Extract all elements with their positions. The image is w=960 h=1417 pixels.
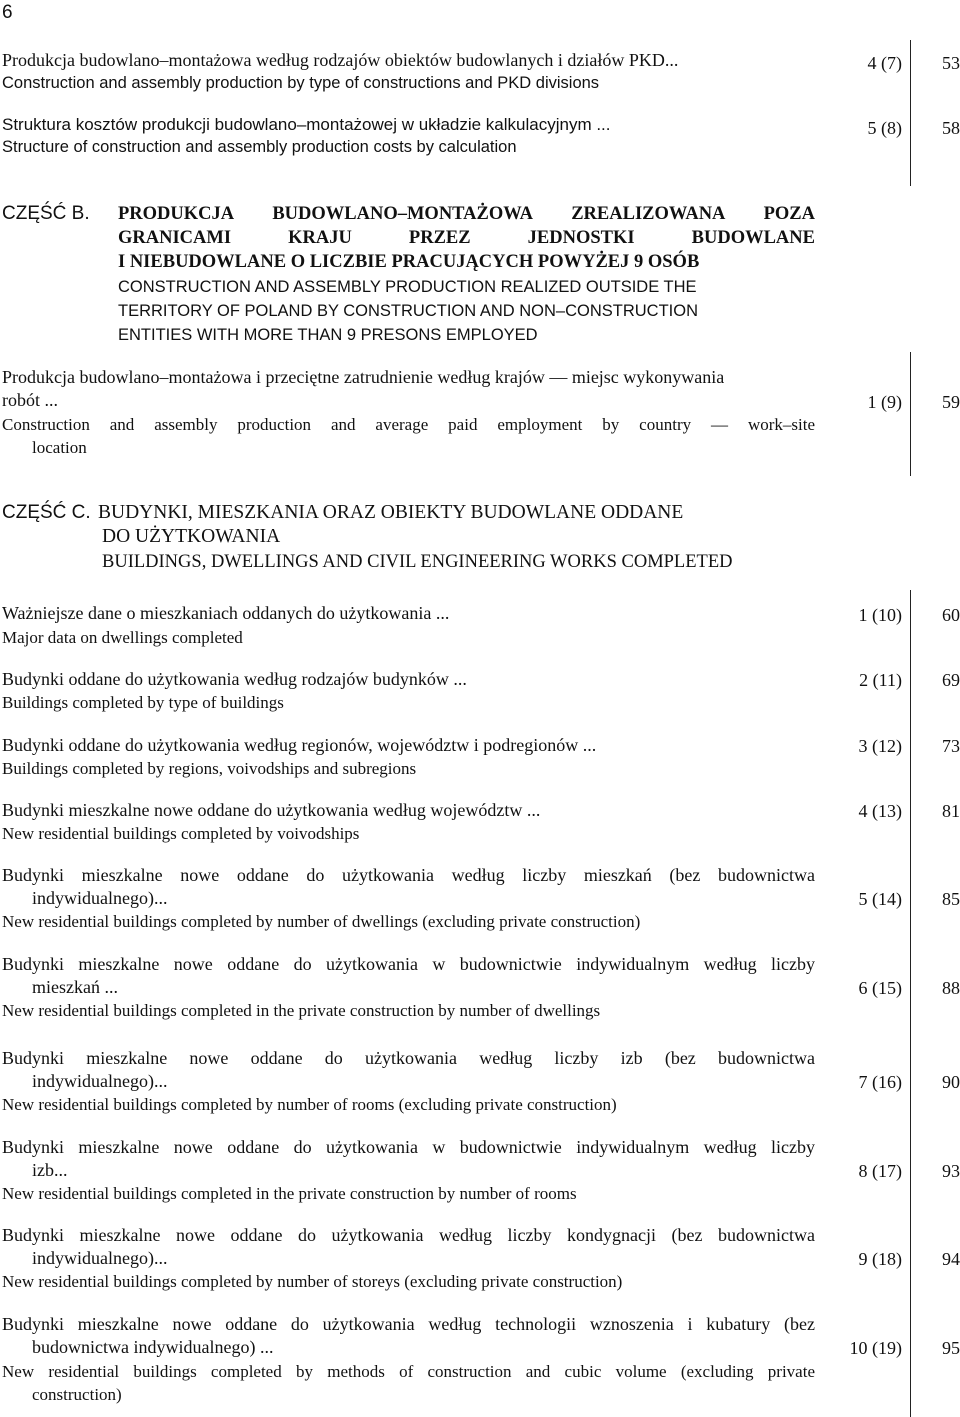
toc-table-number: 4 (13)	[858, 801, 902, 821]
part-title-pl: PRODUKCJA BUDOWLANO–MONTAŻOWA ZREALIZOWANA POZA	[118, 204, 815, 224]
part-title-en: CONSTRUCTION AND ASSEMBLY PRODUCTION REALIZED OUTSIDE THE	[118, 278, 697, 296]
toc-entry-title-en: New residential buildings completed in the private construction by number of dwellings	[2, 1001, 601, 1020]
part-label: CZĘŚĆ C.	[2, 502, 91, 523]
toc-page-number: 69	[942, 670, 960, 690]
part-title-pl: DO UŻYTKOWANIA	[102, 526, 281, 547]
toc-table-number: 3 (12)	[858, 736, 902, 756]
toc-page-number: 60	[942, 605, 960, 625]
page-number: 6	[2, 2, 13, 23]
toc-page-number: 59	[942, 392, 960, 412]
toc-entry-title-pl: Budynki mieszkalne nowe oddane do użytkowania według liczby izb (bez budownictwa	[2, 1048, 815, 1068]
toc-entry-title-pl: Budynki mieszkalne nowe oddane do użytkowania według liczby kondygnacji (bez budownictwa	[2, 1225, 815, 1245]
toc-entry-title-pl: Budynki mieszkalne nowe oddane do użytkowania według liczby mieszkań (bez budownictwa	[2, 865, 815, 885]
toc-table-number: 5 (8)	[867, 118, 902, 138]
toc-entry-title-en: Buildings completed by type of buildings	[2, 693, 284, 712]
toc-entry-title-pl: Budynki oddane do użytkowania według rodzajów budynków ...	[2, 669, 467, 689]
toc-entry-title-en: Structure of construction and assembly production costs by calculation	[2, 138, 517, 156]
toc-entry-title-pl: Budynki mieszkalne nowe oddane do użytkowania według technologii wznoszenia i kubatury (bez	[2, 1314, 815, 1334]
toc-table-number: 4 (7)	[867, 53, 902, 73]
column-divider	[910, 352, 911, 476]
part-title-pl: GRANICAMI KRAJU PRZEZ JEDNOSTKI BUDOWLANE	[118, 228, 815, 248]
toc-page-number: 81	[942, 801, 960, 821]
toc-page-number: 90	[942, 1072, 960, 1092]
toc-entry-title-pl: Budynki mieszkalne nowe oddane do użytkowania w budownictwie indywidualnym według liczby	[2, 954, 815, 974]
toc-entry-title-en: Buildings completed by regions, voivodships and subregions	[2, 759, 417, 778]
part-title-en: BUILDINGS, DWELLINGS AND CIVIL ENGINEERING WORKS COMPLETED	[102, 552, 733, 572]
toc-entry-title-pl: indywidualnego)...	[32, 888, 168, 908]
toc-table-number: 1 (10)	[858, 605, 902, 625]
part-title-en: ENTITIES WITH MORE THAN 9 PRESONS EMPLOYED	[118, 326, 538, 344]
toc-entry-title-en: Construction and assembly production by type of constructions and PKD divisions	[2, 74, 600, 92]
toc-table-number: 10 (19)	[849, 1338, 902, 1358]
toc-entry-title-pl: izb...	[32, 1160, 68, 1180]
toc-page-number: 88	[942, 978, 960, 998]
toc-entry-title-en: New residential buildings completed in the private construction by number of rooms	[2, 1184, 577, 1203]
toc-entry-title-pl: indywidualnego)...	[32, 1071, 168, 1091]
toc-page-number: 58	[942, 118, 960, 138]
toc-entry-title-pl: Budynki mieszkalne nowe oddane do użytkowania w budownictwie indywidualnym według liczby	[2, 1137, 815, 1157]
toc-table-number: 1 (9)	[867, 392, 902, 412]
column-divider	[910, 40, 911, 186]
toc-entry-title-en: New residential buildings completed by number of storeys (excluding private construction)	[2, 1272, 623, 1291]
toc-table-number: 5 (14)	[858, 889, 902, 909]
toc-page-number: 85	[942, 889, 960, 909]
toc-table-number: 2 (11)	[859, 670, 902, 690]
toc-entry-title-en: New residential buildings completed by methods of construction and cubic volume (excluding private	[2, 1362, 815, 1381]
part-label: CZĘŚĆ B.	[2, 203, 90, 224]
toc-table-number: 9 (18)	[858, 1249, 902, 1269]
toc-page-number: 53	[942, 53, 960, 73]
toc-entry-title-pl: robót ...	[2, 390, 58, 410]
toc-entry-title-pl: Budynki mieszkalne nowe oddane do użytkowania według województw ...	[2, 800, 541, 820]
toc-entry-title-pl: mieszkań ...	[32, 977, 118, 997]
toc-entry-title-en: construction)	[32, 1385, 122, 1404]
toc-entry-title-en: Major data on dwellings completed	[2, 628, 243, 647]
toc-table-number: 6 (15)	[858, 978, 902, 998]
part-title-pl: I NIEBUDOWLANE O LICZBIE PRACUJĄCYCH POWYŻEJ 9 OSÓB	[118, 252, 700, 272]
toc-page-number: 94	[942, 1249, 960, 1269]
toc-entry-title-pl: Ważniejsze dane o mieszkaniach oddanych do użytkowania ...	[2, 603, 450, 623]
toc-table-number: 8 (17)	[858, 1161, 902, 1181]
toc-entry-title-en: location	[32, 438, 87, 457]
toc-entry-title-pl: Budynki oddane do użytkowania według regionów, województw i podregionów ...	[2, 735, 597, 755]
toc-entry-title-pl: Struktura kosztów produkcji budowlano–montażowej w układzie kalkulacyjnym ...	[2, 115, 611, 134]
toc-entry-title-en: Construction and assembly production and average paid employment by country — work–site	[2, 415, 815, 434]
toc-entry-title-pl: Produkcja budowlano–montażowa i przeciętne zatrudnienie według krajów — miejsc wykonywania	[2, 367, 725, 387]
toc-entry-title-en: New residential buildings completed by voivodships	[2, 824, 360, 843]
toc-page-number: 93	[942, 1161, 960, 1181]
column-divider	[910, 590, 911, 1417]
part-title-en: TERRITORY OF POLAND BY CONSTRUCTION AND NON–CONSTRUCTION	[118, 302, 699, 320]
toc-entry-title-pl: indywidualnego)...	[32, 1248, 168, 1268]
toc-page-number: 73	[942, 736, 960, 756]
toc-table-number: 7 (16)	[858, 1072, 902, 1092]
toc-entry-title-pl: Produkcja budowlano–montażowa według rodzajów obiektów budowlanych i działów PKD...	[2, 50, 679, 70]
toc-page-number: 95	[942, 1338, 960, 1358]
toc-entry-title-en: New residential buildings completed by number of dwellings (excluding private construction)	[2, 912, 641, 931]
toc-entry-title-en: New residential buildings completed by number of rooms (excluding private construction)	[2, 1095, 617, 1114]
part-title-pl: BUDYNKI, MIESZKANIA ORAZ OBIEKTY BUDOWLANE ODDANE	[98, 502, 684, 523]
toc-entry-title-pl: budownictwa indywidualnego) ...	[32, 1337, 274, 1357]
